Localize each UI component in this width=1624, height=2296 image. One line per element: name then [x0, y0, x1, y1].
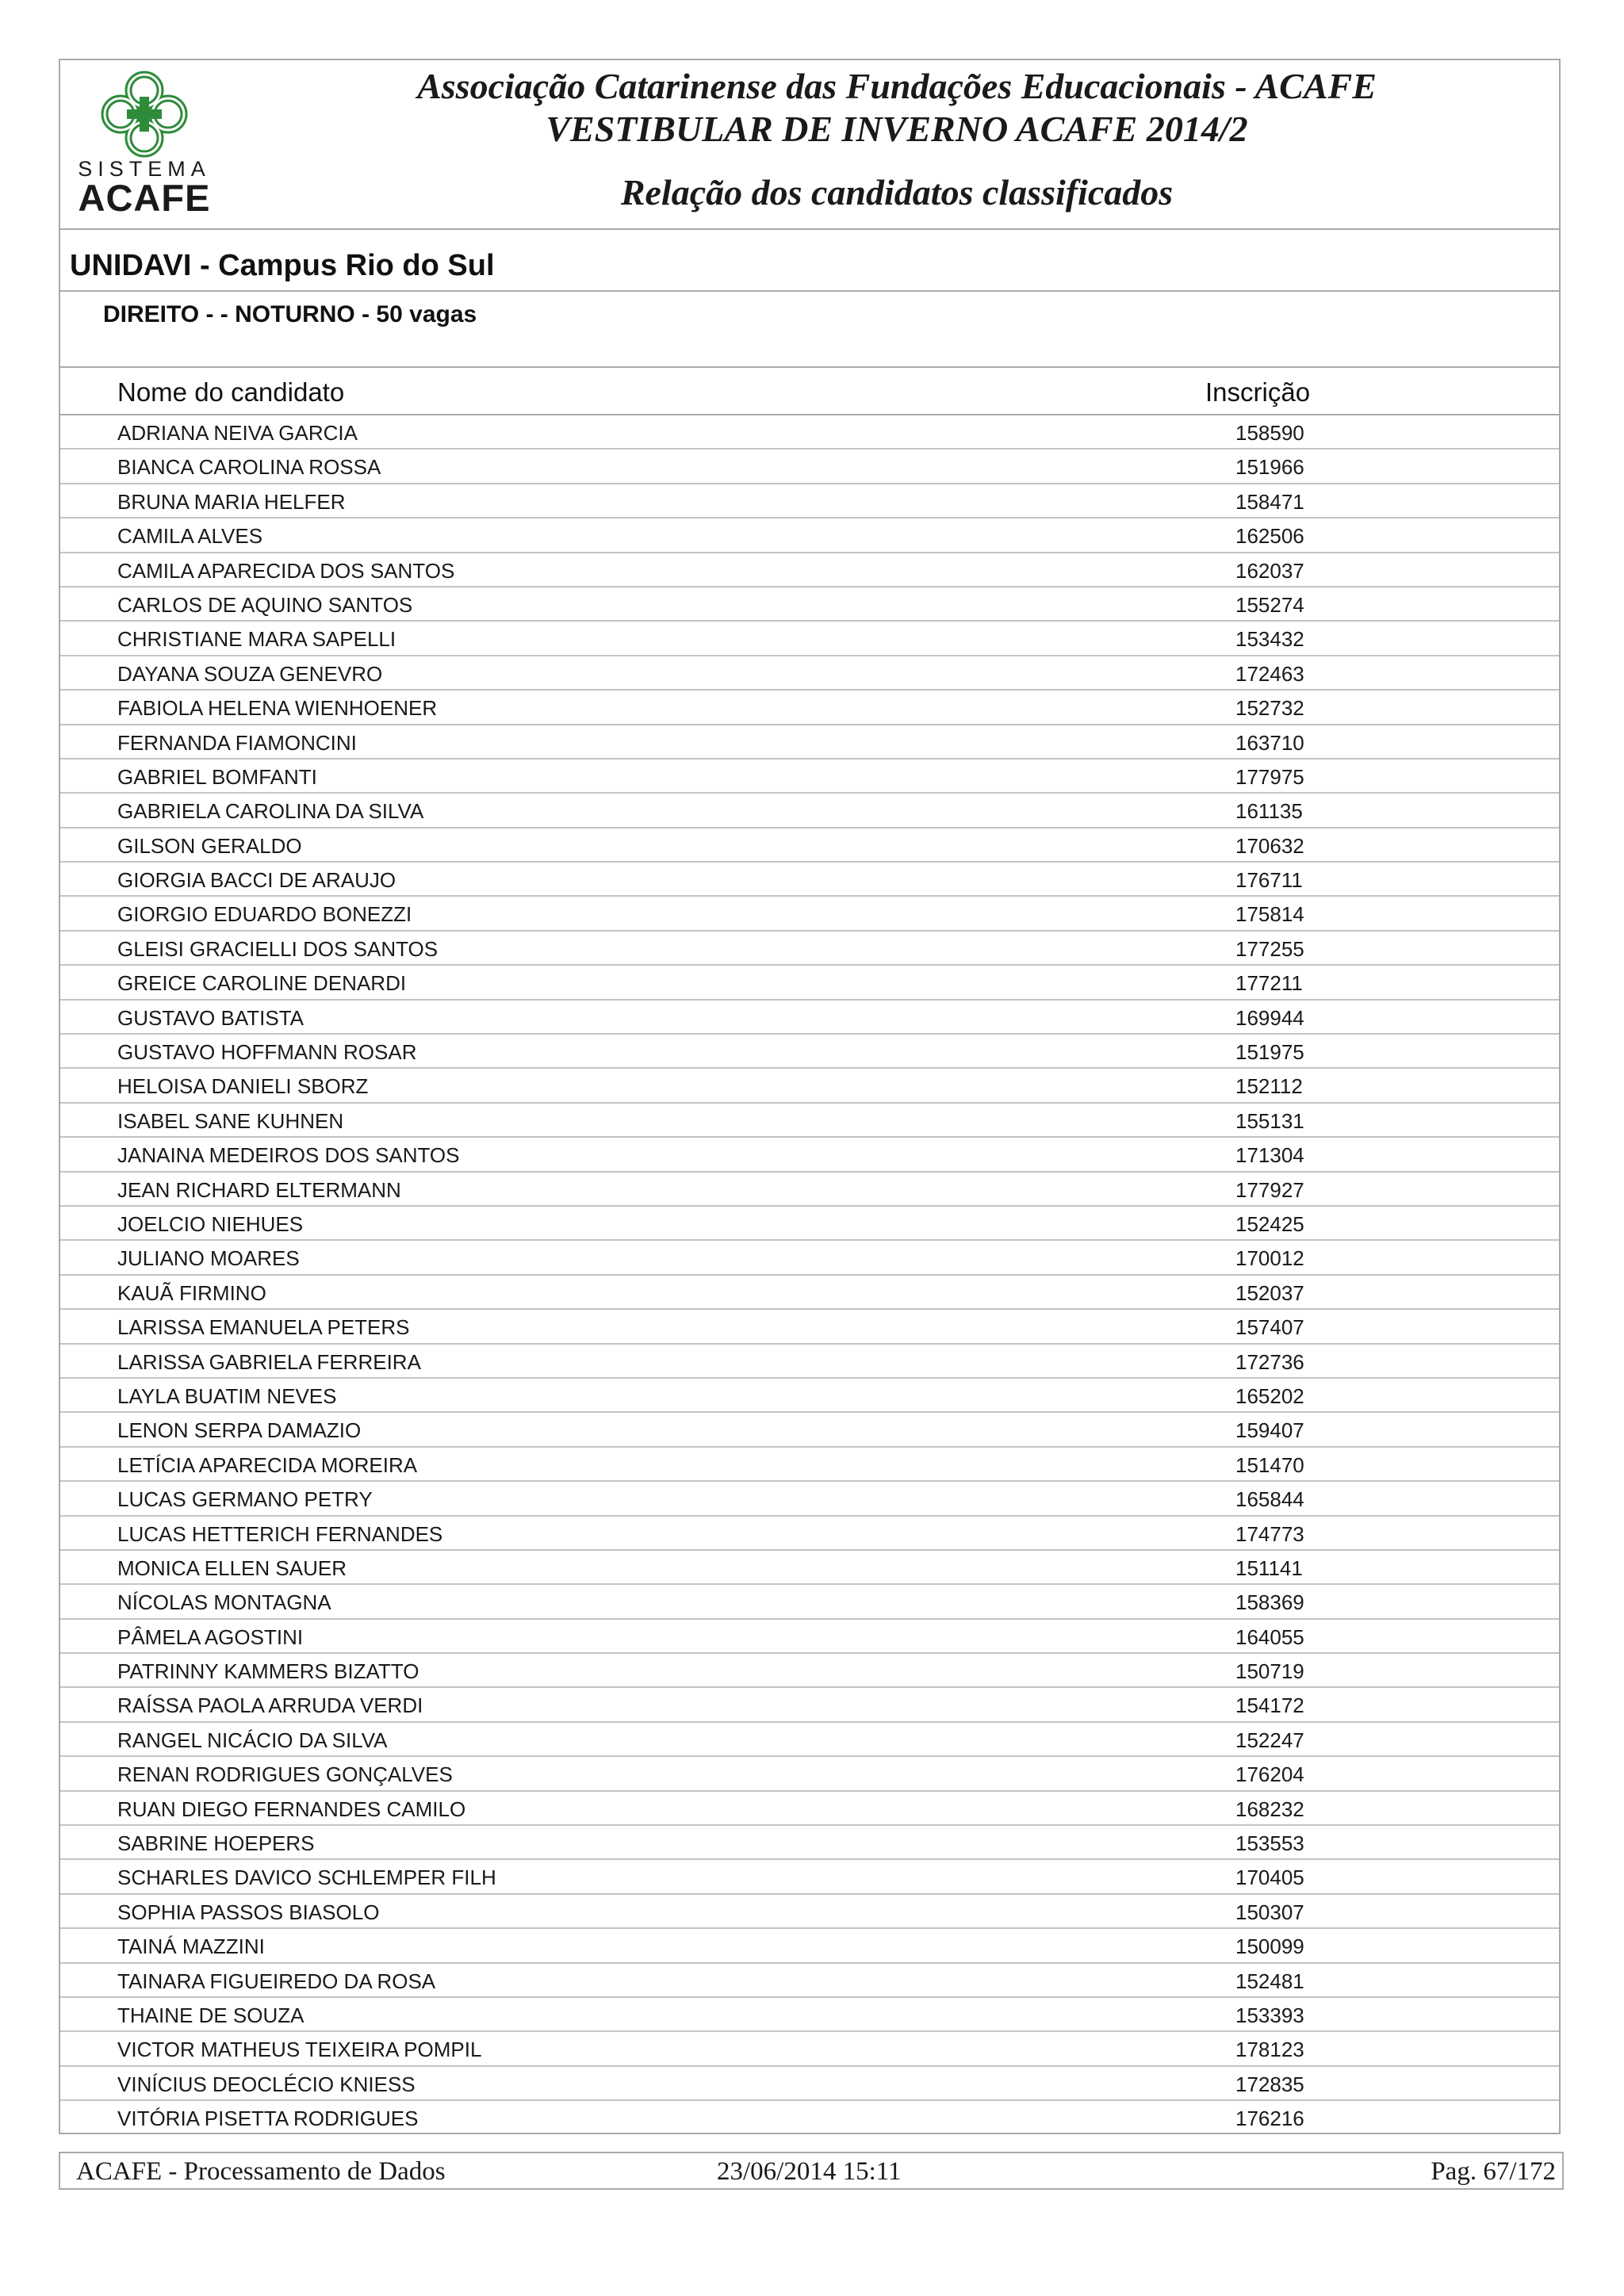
candidate-name: SABRINE HOEPERS: [117, 1831, 315, 1856]
candidate-inscricao: 175814: [1235, 902, 1304, 927]
candidate-name: GREICE CAROLINE DENARDI: [117, 971, 407, 996]
table-row: [60, 1276, 1559, 1310]
candidate-inscricao: 151975: [1235, 1040, 1304, 1065]
table-row: [60, 553, 1559, 587]
candidate-name: GABRIEL BOMFANTI: [117, 764, 317, 789]
candidate-name: PATRINNY KAMMERS BIZATTO: [117, 1659, 419, 1684]
candidate-inscricao: 171304: [1235, 1143, 1304, 1168]
candidate-inscricao: 150099: [1235, 1934, 1304, 1959]
candidate-inscricao: 151470: [1235, 1452, 1304, 1477]
logo-wordmark: ACAFE: [78, 177, 211, 219]
candidate-name: THAINE DE SOUZA: [117, 2003, 304, 2027]
candidate-inscricao: 176216: [1235, 2107, 1304, 2131]
candidate-inscricao: 170632: [1235, 833, 1304, 858]
table-row: [60, 1998, 1559, 2032]
candidate-name: LARISSA EMANUELA PETERS: [117, 1315, 410, 1340]
table-row: [60, 484, 1559, 519]
candidate-inscricao: 178123: [1235, 2038, 1304, 2062]
table-row: [60, 1448, 1559, 1482]
candidate-name: SOPHIA PASSOS BIASOLO: [117, 1900, 380, 1924]
candidate-name: HELOISA DANIELI SBORZ: [117, 1074, 369, 1099]
table-row: [60, 966, 1559, 1000]
column-header-inscricao: Inscrição: [1205, 377, 1311, 407]
organization-title: Associação Catarinense das Fundações Educacionais - ACAFE: [417, 66, 1377, 106]
table-row: [60, 794, 1559, 828]
table-row: [60, 1895, 1559, 1929]
candidate-name: ADRIANA NEIVA GARCIA: [117, 421, 358, 445]
candidate-inscricao: 157407: [1235, 1315, 1304, 1340]
candidate-inscricao: 172736: [1235, 1349, 1304, 1374]
candidate-inscricao: 152481: [1235, 1969, 1304, 1993]
table-row: [60, 1551, 1559, 1585]
candidate-name: BIANCA CAROLINA ROSSA: [117, 455, 381, 480]
table-row: [60, 1001, 1559, 1035]
document-frame: [59, 59, 1561, 2134]
candidate-name: RAÍSSA PAOLA ARRUDA VERDI: [117, 1693, 423, 1718]
candidate-name: GIORGIO EDUARDO BONEZZI: [117, 902, 412, 927]
candidate-name: MONICA ELLEN SAUER: [117, 1556, 347, 1580]
table-row: [60, 622, 1559, 656]
candidate-name: GABRIELA CAROLINA DA SILVA: [117, 799, 424, 824]
course-section: [60, 292, 1559, 368]
table-row: [60, 1654, 1559, 1688]
candidate-name: RENAN RODRIGUES GONÇALVES: [117, 1762, 453, 1787]
candidate-inscricao: 177211: [1235, 971, 1303, 996]
candidate-inscricao: 152247: [1235, 1728, 1304, 1752]
table-row: [60, 1688, 1559, 1722]
candidate-name: FABIOLA HELENA WIENHOENER: [117, 696, 438, 721]
table-row: [60, 656, 1559, 691]
candidate-inscricao: 155131: [1235, 1108, 1304, 1133]
table-row: [60, 2101, 1559, 2135]
candidate-inscricao: 150307: [1235, 1900, 1304, 1924]
table-row: [60, 1826, 1559, 1860]
page-number: Pag. 67/172: [1431, 2157, 1556, 2186]
candidate-inscricao: 151141: [1235, 1556, 1303, 1580]
candidate-inscricao: 172463: [1235, 661, 1304, 686]
candidate-inscricao: 159407: [1235, 1418, 1304, 1443]
candidate-name: LAYLA BUATIM NEVES: [117, 1383, 337, 1408]
candidate-inscricao: 176204: [1235, 1762, 1304, 1787]
candidate-inscricao: 176711: [1235, 868, 1303, 893]
table-row: [60, 1345, 1559, 1379]
table-row: [60, 1104, 1559, 1138]
candidate-name: CAMILA APARECIDA DOS SANTOS: [117, 558, 455, 583]
candidate-inscricao: 162037: [1235, 558, 1304, 583]
candidate-inscricao: 152112: [1235, 1074, 1303, 1099]
table-body: [60, 415, 1559, 2136]
table-row: [60, 587, 1559, 622]
candidate-inscricao: 174773: [1235, 1521, 1304, 1546]
candidate-name: FERNANDA FIAMONCINI: [117, 730, 357, 755]
table-row: [60, 1035, 1559, 1069]
candidate-inscricao: 164055: [1235, 1624, 1304, 1649]
footer-datetime: 23/06/2014 15:11: [717, 2157, 902, 2186]
table-row: [60, 1792, 1559, 1826]
candidate-inscricao: 150719: [1235, 1659, 1304, 1684]
candidate-inscricao: 152037: [1235, 1280, 1304, 1305]
candidate-inscricao: 177927: [1235, 1177, 1304, 1202]
candidate-inscricao: 158590: [1235, 421, 1304, 445]
candidate-name: JANAINA MEDEIROS DOS SANTOS: [117, 1143, 460, 1168]
page-footer: [59, 2152, 1564, 2190]
table-row: [60, 1964, 1559, 1998]
table-row: [60, 1069, 1559, 1103]
course-name: DIREITO - - NOTURNO - 50 vagas: [103, 301, 477, 327]
table-row: [60, 1207, 1559, 1241]
table-row: [60, 1929, 1559, 1963]
candidate-inscricao: 163710: [1235, 730, 1304, 755]
acafe-logo: [73, 68, 216, 219]
table-row: [60, 1860, 1559, 1894]
table-row: [60, 1482, 1559, 1516]
candidate-name: GUSTAVO HOFFMANN ROSAR: [117, 1040, 417, 1065]
candidate-inscricao: 170405: [1235, 1866, 1304, 1890]
title-block: [251, 65, 1543, 214]
column-header-name: Nome do candidato: [117, 377, 345, 407]
candidate-name: ISABEL SANE KUHNEN: [117, 1108, 344, 1133]
table-row: [60, 760, 1559, 794]
candidate-inscricao: 153432: [1235, 627, 1304, 652]
candidate-name: KAUÃ FIRMINO: [117, 1280, 266, 1305]
table-row: [60, 1585, 1559, 1619]
candidate-inscricao: 153393: [1235, 2003, 1304, 2027]
candidate-name: RANGEL NICÁCIO DA SILVA: [117, 1728, 388, 1752]
candidate-name: CHRISTIANE MARA SAPELLI: [117, 627, 396, 652]
list-title: Relação dos candidatos classificados: [620, 172, 1174, 212]
candidate-inscricao: 161135: [1235, 799, 1303, 824]
candidate-name: LARISSA GABRIELA FERREIRA: [117, 1349, 421, 1374]
candidate-name: LUCAS HETTERICH FERNANDES: [117, 1521, 443, 1546]
candidate-name: RUAN DIEGO FERNANDES CAMILO: [117, 1797, 466, 1821]
candidate-inscricao: 158369: [1235, 1590, 1304, 1615]
candidate-inscricao: 165202: [1235, 1383, 1304, 1408]
candidate-name: CAMILA ALVES: [117, 524, 263, 549]
table-row: [60, 519, 1559, 553]
document-header: [60, 60, 1559, 230]
candidate-inscricao: 165844: [1235, 1487, 1304, 1512]
table-row: [60, 1379, 1559, 1413]
candidate-name: TAINÁ MAZZINI: [117, 1934, 265, 1959]
campus-name: UNIDAVI - Campus Rio do Sul: [70, 249, 495, 282]
campus-section: [60, 230, 1559, 292]
table-row: [60, 828, 1559, 863]
table-row: [60, 863, 1559, 897]
candidate-name: GLEISI GRACIELLI DOS SANTOS: [117, 936, 439, 961]
footer-source: ACAFE - Processamento de Dados: [76, 2157, 446, 2186]
candidate-name: PÂMELA AGOSTINI: [117, 1624, 304, 1649]
candidate-name: JOELCIO NIEHUES: [117, 1211, 304, 1236]
table-row: [60, 2032, 1559, 2066]
table-row: [60, 1620, 1559, 1654]
candidate-inscricao: 155274: [1235, 592, 1304, 617]
candidate-name: GIORGIA BACCI DE ARAUJO: [117, 868, 396, 893]
candidate-inscricao: 153553: [1235, 1831, 1304, 1856]
table-row: [60, 691, 1559, 725]
candidate-inscricao: 177255: [1235, 936, 1304, 961]
candidate-inscricao: 158471: [1235, 489, 1304, 514]
candidates-table: [60, 368, 1559, 2136]
candidate-name: GUSTAVO BATISTA: [117, 1005, 304, 1030]
candidate-name: LETÍCIA APARECIDA MOREIRA: [117, 1452, 418, 1477]
candidate-name: JULIANO MOARES: [117, 1246, 300, 1271]
candidate-name: JEAN RICHARD ELTERMANN: [117, 1177, 401, 1202]
candidate-name: VICTOR MATHEUS TEIXEIRA POMPIL: [117, 2038, 482, 2062]
table-row: [60, 1241, 1559, 1275]
table-row: [60, 1173, 1559, 1207]
table-row: [60, 450, 1559, 484]
table-row: [60, 897, 1559, 931]
candidate-inscricao: 172835: [1235, 2072, 1304, 2096]
table-row: [60, 2067, 1559, 2101]
logo-subtitle: SISTEMA: [78, 157, 211, 181]
candidate-name: TAINARA FIGUEIREDO DA ROSA: [117, 1969, 436, 1993]
candidate-name: NÍCOLAS MONTAGNA: [117, 1590, 331, 1615]
candidate-inscricao: 152425: [1235, 1211, 1304, 1236]
table-row: [60, 415, 1559, 450]
candidate-inscricao: 154172: [1235, 1693, 1304, 1718]
table-row: [60, 725, 1559, 760]
acafe-emblem-icon: [73, 68, 216, 163]
candidate-name: DAYANA SOUZA GENEVRO: [117, 661, 383, 686]
candidate-name: BRUNA MARIA HELFER: [117, 489, 346, 514]
table-row: [60, 1517, 1559, 1551]
table-header: [60, 368, 1559, 415]
table-row: [60, 1138, 1559, 1172]
table-row: [60, 1723, 1559, 1757]
candidate-inscricao: 170012: [1235, 1246, 1304, 1271]
candidate-name: GILSON GERALDO: [117, 833, 302, 858]
table-row: [60, 1757, 1559, 1791]
candidate-name: CARLOS DE AQUINO SANTOS: [117, 592, 413, 617]
candidate-name: SCHARLES DAVICO SCHLEMPER FILH: [117, 1866, 496, 1890]
candidate-inscricao: 151966: [1235, 455, 1304, 480]
candidate-inscricao: 152732: [1235, 696, 1304, 721]
table-row: [60, 932, 1559, 966]
table-row: [60, 1310, 1559, 1344]
table-row: [60, 1413, 1559, 1447]
candidate-name: VINÍCIUS DEOCLÉCIO KNIESS: [117, 2072, 416, 2096]
exam-title: VESTIBULAR DE INVERNO ACAFE 2014/2: [546, 109, 1248, 149]
candidate-inscricao: 162506: [1235, 524, 1304, 549]
candidate-name: LUCAS GERMANO PETRY: [117, 1487, 373, 1512]
candidate-inscricao: 168232: [1235, 1797, 1304, 1821]
candidate-name: VITÓRIA PISETTA RODRIGUES: [117, 2107, 419, 2131]
candidate-name: LENON SERPA DAMAZIO: [117, 1418, 362, 1443]
candidate-inscricao: 169944: [1235, 1005, 1304, 1030]
candidate-inscricao: 177975: [1235, 764, 1304, 789]
